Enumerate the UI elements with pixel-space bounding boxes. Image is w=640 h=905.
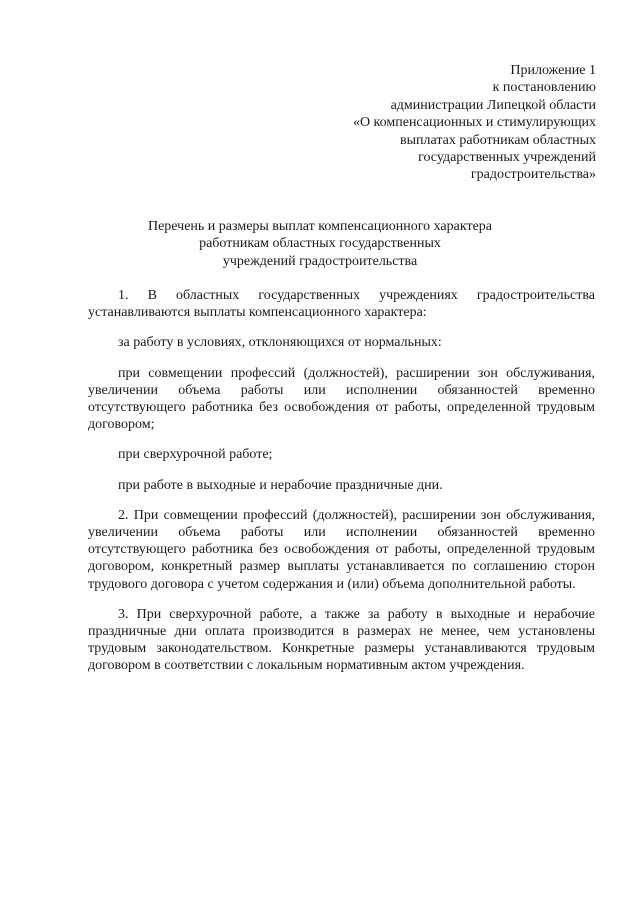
appendix-line: администрации Липецкой области [390,97,596,113]
title-line: Перечень и размеры выплат компенсационного характера [147,219,493,234]
appendix-line: Приложение 1 [510,63,596,78]
appendix-line: «О компенсационных и стимулирующих [352,115,596,131]
appendix-line: выплатах работникам областных [400,132,596,148]
appendix-line: государственных учреждений [418,150,596,166]
appendix-line: градостроительства» [470,167,596,183]
paragraph-1: 1. В областных государственных учреждениях градостроительства устанавливаются выплаты компенсационного характера: [88,288,595,321]
document-body [88,287,595,685]
paragraph-holidays: при работе в выходные и нерабочие праздничные дни. [118,477,443,493]
appendix-line: к постановлению [492,80,596,96]
document-title [0,218,640,270]
title-line: работникам областных государственных [199,236,441,252]
paragraph-2: 2. При совмещении профессий (должностей), расширении зон обслуживания, увеличении объема работы или исполнении обязанностей временно отсутствующего работника без освобождения от работы, определенной трудовым договором, конкретный размер выплаты устанавливается по соглашению сторон трудового договора с учетом содержания и (или) объема дополнительной работы. [88,507,595,592]
paragraph-overtime: при сверхурочной работе; [118,447,273,463]
appendix-header [296,62,596,184]
paragraph-conditions: за работу в условиях, отклоняющихся от нормальных: [118,335,442,351]
paragraph-combining-professions: при совмещении профессий (должностей), расширении зон обслуживания, увеличении объема работы или исполнении обязанностей временно отсутствующего работника без освобождения от работы, определенной трудовым договором; [88,365,595,433]
title-line: учреждений градостроительства [222,253,418,269]
paragraph-3: 3. При сверхурочной работе, а также за работу в выходные и нерабочие праздничные дни оплата производится в размерах не менее, чем установлены трудовым законодательством. Конкретные размеры устанавливаются трудовым договором в соответствии с локальным нормативным актом учреждения. [88,606,595,674]
